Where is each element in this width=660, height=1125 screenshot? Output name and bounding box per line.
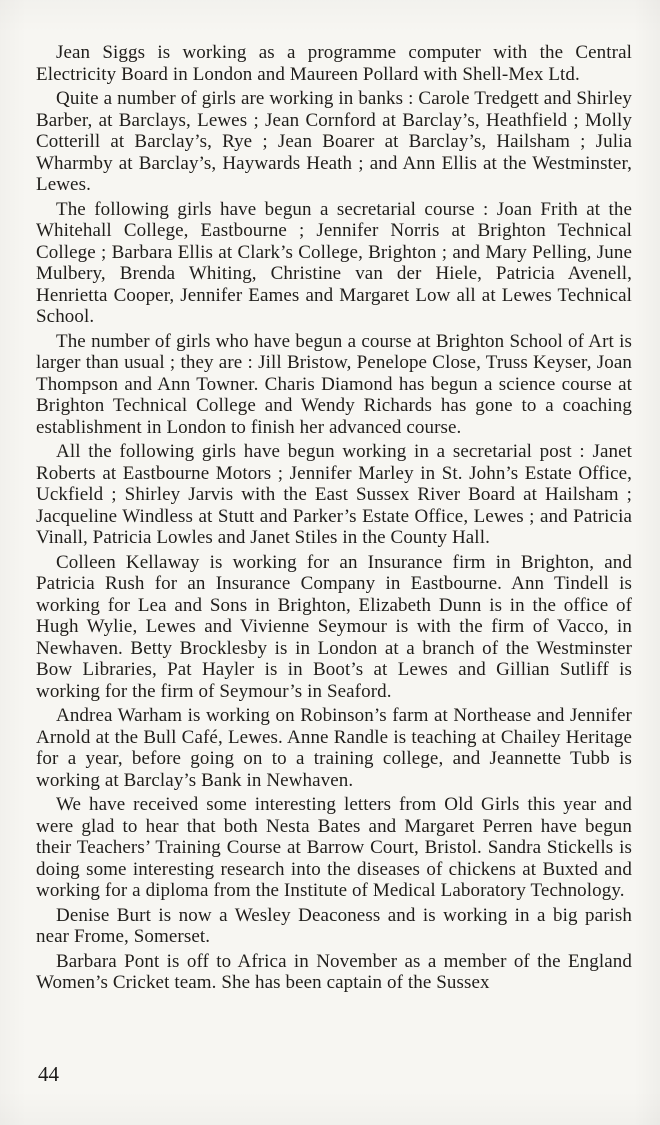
paragraph-secretarial-post: All the following girls have begun working in a secretarial post : Janet Roberts at Eastbourne Motors ; Jennifer Marley in St. John’s Estate Office, Uckfield ; Shirley Jarvis with the East Sussex River Board at Hailsham ; Jacqueline Windless at Stutt and Parker’s Estate Office, Lewes ; and Patricia Vinall, Patricia Lowles and Janet Stiles in the County Hall. — [36, 441, 632, 548]
paragraph-old-girls-letters: We have received some interesting letters from Old Girls this year and were glad to hear that both Nesta Bates and Margaret Perren have begun their Teachers’ Training Course at Barrow Court, Bristol. Sandra Stickells is doing some interesting research into the diseases of chickens at Buxted and working for a diploma from the Institute of Medical Laboratory Technology. — [36, 794, 632, 901]
body-text — [36, 42, 632, 997]
paragraph-denise-burt: Denise Burt is now a Wesley Deaconess and is working in a big parish near Frome, Somerset. — [36, 904, 632, 947]
paragraph-farm-cafe: Andrea Warham is working on Robinson’s farm at Northease and Jennifer Arnold at the Bull Café, Lewes. Anne Randle is teaching at Chailey Heritage for a year, before going on to a training college, and Jeannette Tubb is working at Barclay’s Bank in Newhaven. — [36, 705, 632, 791]
paragraph-jean-siggs: Jean Siggs is working as a programme computer with the Central Electricity Board in London and Maureen Pollard with Shell-Mex Ltd. — [36, 42, 632, 85]
paragraph-secretarial-course: The following girls have begun a secretarial course : Joan Frith at the Whitehall College, Eastbourne ; Jennifer Norris at Brighton Technical College ; Barbara Ellis at Clark’s College, Brighton ; and Mary Pelling, June Mulbery, Brenda Whiting, Christine van der Hiele, Patricia Avenell, Henrietta Cooper, Jennifer Eames and Margaret Low all at Lewes Technical School. — [36, 198, 632, 327]
page-number: 44 — [38, 1062, 59, 1086]
paragraph-banks: Quite a number of girls are working in banks : Carole Tredgett and Shirley Barber, at Barclays, Lewes ; Jean Cornford at Barclay’s, Heathfield ; Molly Cotterill at Barclay’s, Rye ; Jean Boarer at Barclay’s, Hailsham ; Julia Wharmby at Barclay’s, Haywards Heath ; and Ann Ellis at the Westminster, Lewes. — [36, 88, 632, 195]
paragraph-insurance: Colleen Kellaway is working for an Insurance firm in Brighton, and Patricia Rush for an Insurance Company in Eastbourne. Ann Tindell is working for Lea and Sons in Brighton, Elizabeth Dunn is in the office of Hugh Wylie, Lewes and Vivienne Seymour is with the firm of Vacco, in Newhaven. Betty Brocklesby is in London at a branch of the Westminster Bow Libraries, Pat Hayler is in Boot’s at Lewes and Gillian Sutliff is working for the firm of Seymour’s in Seaford. — [36, 551, 632, 702]
paragraph-school-of-art: The number of girls who have begun a course at Brighton School of Art is larger than usual ; they are : Jill Bristow, Penelope Close, Truss Keyser, Joan Thompson and Ann Towner. Charis Diamond has begun a science course at Brighton Technical College and Wendy Richards has gone to a coaching establishment in London to finish her advanced course. — [36, 330, 632, 438]
paragraph-barbara-pont: Barbara Pont is off to Africa in November as a member of the England Women’s Cricket team. She has been captain of the Sussex — [36, 950, 632, 993]
